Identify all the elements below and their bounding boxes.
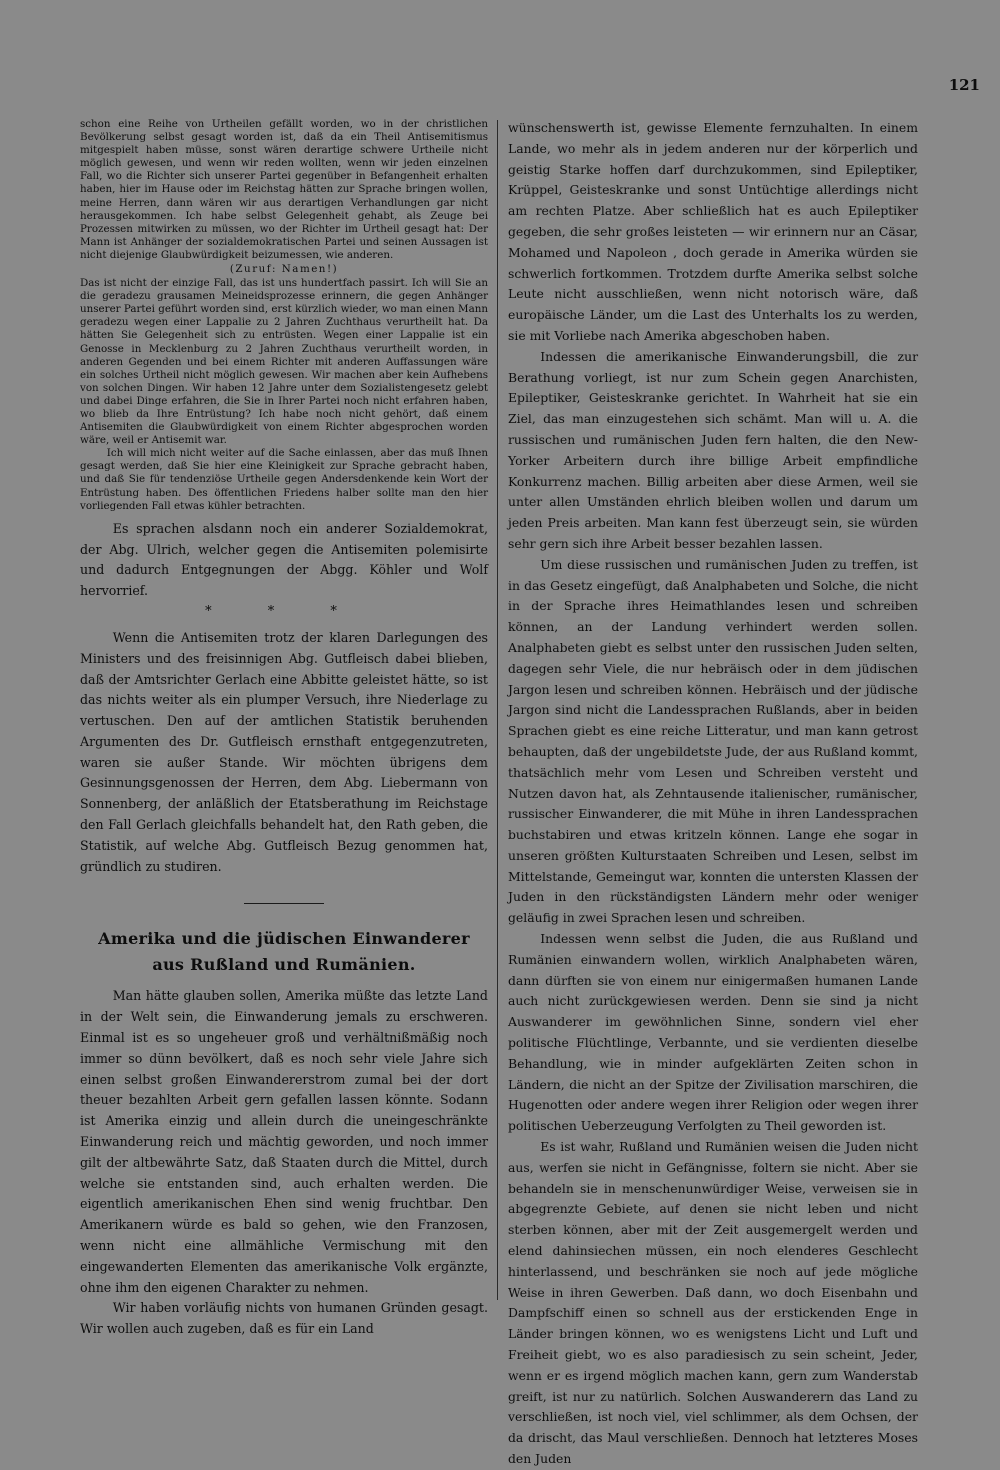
interjection: (Zuruf: Namen!) [229, 263, 339, 276]
speech-paragraph: Das ist nicht der einzige Fall, das ist uns hundertfach passirt. Ich will Sie an die geradezu grausamen Meineidsprozesse erinnern, die gegen Anhänger unserer Partei geführt worden sind, erst kürzlich wieder, wo man einen Mann geradezu wegen einer Lappalie zu 2 Jahren Zuchthaus verurtheilt hat. Da hätten Sie Gelegenheit sich zu entrüsten. Wegen einer Lappalie ist ein Genosse in Mecklenburg zu 2 Jahren Zuchthaus verurtheilt worden, in anderen Gegenden und bei einem Richter mit anderen Auffassungen wäre ein solches Urtheil nicht möglich gewesen. Wir machen aber kein Aufhebens von solchen Dingen. Wir haben 12 Jahre unter dem Sozialistengesetz gelebt und dabei Dinge erfahren, die Sie in Ihrer Partei noch nicht erfahren haben, wo blieb da Ihre Entrüstung? Ich habe noch nicht gehört, daß einem Antisemiten die Glaubwürdigkeit von einem Richter abgesprochen worden wäre, weil er Antisemit war. [80, 277, 488, 447]
speech-paragraph: schon eine Reihe von Urtheilen gefällt worden, wo in der christlichen Bevölkerung selbst gesagt worden ist, daß da ein Theil Antisemitismus mitgespielt haben müsse, sonst wären derartige schwere Urtheile nicht möglich gewesen, und wenn wir reden wollten, wenn wir jeden einzelnen Fall, wo die Richter sich unserer Partei gegenüber in Befangenheit erhalten haben, hier im Hause oder im Reichstag hätten zur Sprache bringen wollen, meine Herren, dann wären wir aus derartigen Verhandlungen gar nicht herausgekommen. Ich habe selbst Gelegenheit gehabt, als Zeuge bei Prozessen mitwirken zu müssen, wo der Richter im Urtheil gesagt hat: Der Mann ist Anhänger der sozialdemokratischen Partei und seinen Aussagen ist nicht diejenige Glaubwürdigkeit beizumessen, wie anderen. [80, 118, 488, 261]
article-paragraph: Um diese russischen und rumänischen Juden zu treffen, ist in das Gesetz eingefügt, daß Analphabeten und Solche, die nicht in der Sprache ihres Heimathlandes lesen und schreiben können, an der Landung verhindert werden sollen. Analphabeten giebt es selbst unter den russischen Juden selten, dagegen sehr Viele, die nur hebräisch oder in dem jüdischen Jargon lesen und schreiben können. Hebräisch und der jüdische Jargon sind nicht die Landessprachen Rußlands, aber in beiden Sprachen giebt es eine reiche Litteratur, und man kann getrost behaupten, daß der ungebildetste Jude, der aus Rußland kommt, thatsächlich mehr vom Lesen und Schreiben versteht und Nutzen davon hat, als Zehntausende italienischer, rumänischer, russischer Einwanderer, die mit Mühe in ihren Landessprachen buchstabiren und etwas kritzeln können. Lange ehe sogar in unseren größten Kulturstaaten Schreiben und Lesen, selbst im Mittelstande, Gemeingut war, konnten die untersten Klassen der Juden in den rückständigsten Ländern mehr oder weniger geläufig in zwei Sprachen lesen und schreiben. [508, 556, 918, 926]
page-number: 121 [948, 76, 980, 94]
article-paragraph: Es ist wahr, Rußland und Rumänien weisen die Juden nicht aus, werfen sie nicht in Gefängnisse, foltern sie nicht. Aber sie behandeln sie in menschenunwürdiger Weise, verweisen sie in abgegrenzte Gebiete, auf denen sie nicht leben und nicht sterben können, aber mit der Zeit ausgemergelt werden und elend dahinsiechen müssen, ein noch elenderes Geschlecht hinterlassend, und beschränken sie noch auf jede mögliche Weise in ihren Gewerben. Daß dann, wo doch Eisenbahn und Dampfschiff einen so schnell aus der erstickenden Enge in Länder bringen können, wo es wenigstens Licht und Luft und Freiheit giebt, wo es also paradiesisch zu sein scheint, Jeder, wenn er es irgend möglich machen kann, gern zum Wanderstab greift, ist nur zu natürlich. Solchen Auswanderern das Land zu verschließen, ist noch viel, viel schlimmer, als dem Ochsen, der da drischt, das Maul verschließen. Dennoch hat letzteres Moses den Juden [508, 1139, 918, 1466]
right-column [508, 118, 918, 1466]
article-paragraph: Indessen die amerikanische Einwanderungsbill, die zur Berathung vorliegt, ist nur zum Schein gegen Anarchisten, Epileptiker, Geisteskranke gerichtet. In Wahrheit hat sie ein Ziel, das man einzugestehen sich schämt. Man will u. A. die russischen und rumänischen Juden fern halten, die den New-Yorker Arbeitern durch ihre billige Arbeit empfindliche Konkurrenz machen. Billig arbeiten aber diese Armen, weil sie unter allen Umständen ehrlich bleiben wollen und darum um jeden Preis arbeiten. Man kann fest überzeugt sein, sie würden sehr gern sich ihre Arbeit besser bezahlen lassen. [508, 348, 918, 551]
article-paragraph: Indessen wenn selbst die Juden, die aus Rußland und Rumänien einwandern wollen, wirklich Analphabeten wären, dann dürften sie von einem nur einigermaßen humanen Lande auch nicht zurückgewiesen werden. Denn sie sind ja nicht Auswanderer im gewöhnlichen Sinne, sondern viel eher politische Flüchtlinge, Verbannte, und sie verdienten dieselbe Behandlung, wie in minder aufgeklärten Zeiten schon in Ländern, die nicht an der Spitze der Zivilisation marschiren, die Hugenotten oder andere wegen ihrer Religion oder wegen ihrer politischen Ueberzeugung Verfolgten zu Theil geworden ist. [508, 931, 918, 1134]
commentary-paragraph: Wenn die Antisemiten trotz der klaren Darlegungen des Ministers und des freisinnigen Abg. Gutfleisch dabei blieben, daß der Amtsrichter Gerlach eine Abbitte geleistet hätte, so ist das nichts weiter als ein plumper Versuch, ihre Niederlage zu vertuschen. Den auf der amtlichen Statistik beruhenden Argumenten des Dr. Gutfleisch ernsthaft entgegenzutreten, waren sie außer Stande. Wir möchten übrigens dem Gesinnungsgenossen der Herren, dem Abg. Liebermann von Sonnenberg, der anläßlich der Etatsberathung im Reichstage den Fall Gerlach gleichfalls behandelt hat, den Rath geben, die Statistik, auf welche Abg. Gutfleisch Bezug genommen hat, gründlich zu studiren. [80, 629, 488, 874]
article-paragraph: Man hätte glauben sollen, Amerika müßte das letzte Land in der Welt sein, die Einwanderung jemals zu erschweren. Einmal ist es so ungeheuer groß und verhältnißmäßig noch immer so dünn bevölkert, daß es noch sehr viele Jahre sich einen selbst großen Einwandererstrom zumal bei der dort theuer bezahlten Arbeit gern gefallen lassen könnte. Sodann ist Amerika einzig und allein durch die uneingeschränkte Einwanderung reich und mächtig geworden, und noch immer gilt der altbewährte Satz, daß Staaten durch die Mittel, durch welche sie entstanden sind, auch erhalten werden. Die eigentlich amerikanischen Ehen sind wenig fruchtbar. Den Amerikanern würde es bald so gehen, wie den Franzosen, wenn nicht eine allmähliche Vermischung mit den eingewanderten Elementen das amerikanische Volk ergänzte, ohne ihm den eigenen Charakter zu nehmen. [80, 988, 488, 1295]
speech-paragraph: Ich will mich nicht weiter auf die Sache einlassen, aber das muß Ihnen gesagt werden, daß Sie hier eine Kleinigkeit zur Sprache gebracht haben, und daß Sie für tendenziöse Urtheile gegen Andersdenkende kein Wort der Entrüstung haben. Des öffentlichen Friedens halber sollte man den hier vorliegenden Fall etwas kühler betrachten. [80, 447, 488, 512]
left-column [80, 118, 488, 1337]
section-divider-stars: * * * [205, 603, 363, 619]
report-paragraph: Es sprachen alsdann noch ein anderer Sozialdemokrat, der Abg. Ulrich, welcher gegen die Antisemiten polemisirte und dadurch Entgegnungen der Abgg. Köhler und Wolf hervorrief. [80, 520, 488, 599]
article-heading: Amerika und die jüdischen Einwanderer aus Rußland und Rumänien. [98, 929, 470, 975]
section-rule [244, 903, 324, 904]
article-paragraph: wünschenswerth ist, gewisse Elemente fernzuhalten. In einem Lande, wo mehr als in jedem anderen nur der körperlich und geistig Starke hoffen darf durchzukommen, sind Epileptiker, Krüppel, Geisteskranke und sonst Untüchtige allerdings nicht am rechten Platze. Aber schließlich hat es auch Epileptiker gegeben, die sehr großes leisteten — wir erinnern nur an Cäsar, Mohamed und Napoleon , doch gerade in Amerika würden sie schwerlich fortkommen. Trotzdem durfte Amerika selbst solche Leute nicht ausschließen, wenn nicht notorisch wäre, daß europäische Länder, um die Last des Unterhalts los zu werden, sie mit Vorliebe nach Amerika abgeschoben haben. [508, 120, 918, 343]
column-divider [497, 120, 498, 1300]
article-paragraph: Wir haben vorläufig nichts von humanen Gründen gesagt. Wir wollen auch zugeben, daß es für ein Land [80, 1300, 488, 1337]
